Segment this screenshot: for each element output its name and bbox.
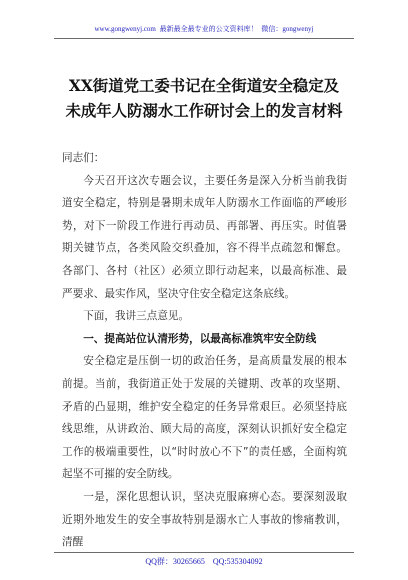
paragraph: 一是，深化思想认识，坚决克服麻痹心态。要深刻汲取近期外地发生的安全事故特别是溺水亡人事故的惨痛教训，清醒 <box>62 490 347 549</box>
header-tagline: 最新最全最专业的公文资料库！ <box>159 25 258 33</box>
document-title <box>48 74 360 124</box>
paragraph: 安全稳定是压倒一切的政治任务，是高质量发展的根本前提。当前，我街道正处于发展的关键期、改革的攻坚期、矛盾的凸显期，维护安全稳定的任务异常艰巨。必须坚持底线思维，从讲政治、顾大局的高度，深刻认识抓好安全稳定工作的极端重要性，以“时时放心不下”的责任感，全面构筑起坚不可摧的安全防线。 <box>62 355 347 481</box>
header-divider <box>54 38 354 39</box>
page-footer <box>0 556 408 567</box>
paragraph: 下面，我讲三点意见。 <box>83 310 190 323</box>
title-line-1: XX街道党工委书记在全街道安全稳定及 <box>68 77 340 95</box>
header-wechat: 微信：gongwenyj <box>261 25 314 33</box>
footer-divider <box>54 552 354 553</box>
header-url: www.gongwenyj.com <box>94 25 156 33</box>
footer-qq: QQ:535304092 <box>212 557 263 566</box>
document-body <box>62 147 347 554</box>
greeting: 同志们： <box>62 152 105 164</box>
title-line-2: 未成年人防溺水工作研讨会上的发言材料 <box>65 102 343 120</box>
section-heading: 一、提高站位认清形势，以最高标准筑牢安全防线 <box>83 332 317 345</box>
page-header <box>0 24 408 34</box>
footer-qq-group: QQ群：30265665 <box>145 557 205 566</box>
paragraph: 今天召开这次专题会议，主要任务是深入分析当前我街道安全稳定，特别是暑期未成年人防溺水工作面临的严峻形势，对下一阶段工作进行再动员、再部署、再压实。时值暑期关键节点，各类风险交织叠加，容不得半点疏忽和懈怠。各部门、各村（社区）必须立即行动起来，以最高标准、最严要求、最实作风，坚决守住安全稳定这条底线。 <box>62 174 347 300</box>
